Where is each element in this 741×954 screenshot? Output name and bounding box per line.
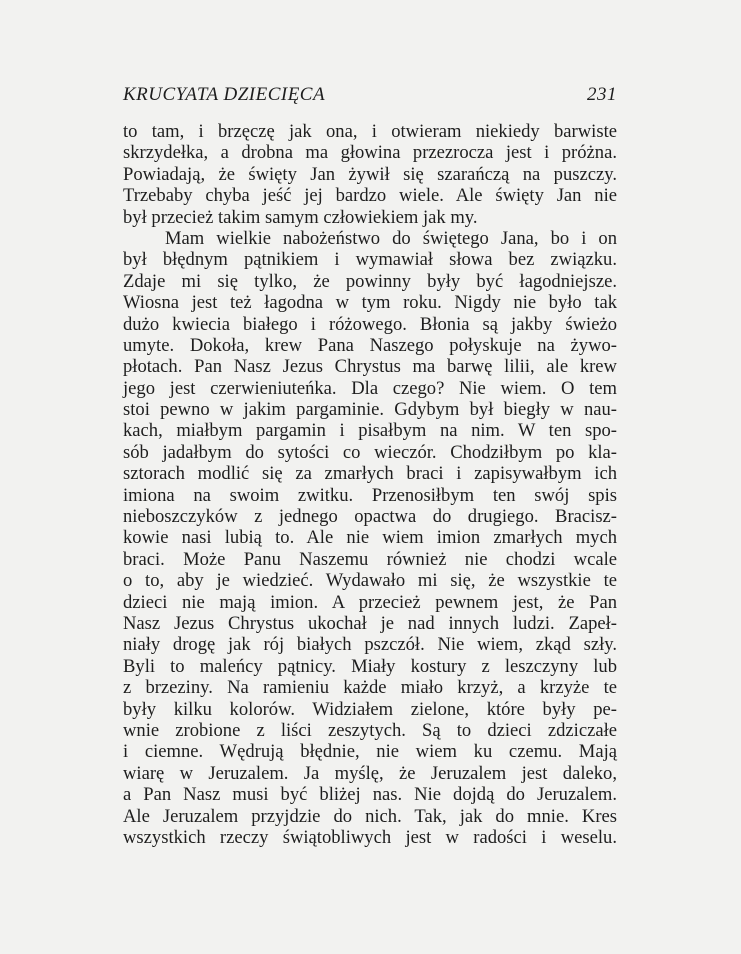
text-line: umyte. Dokoła, krew Pana Naszego połyskuje na żywo- [123, 334, 617, 356]
text-line: Zdaje mi się tylko, że powinny były być łagodniejsze. [123, 270, 617, 292]
text-line: to tam, i brzęczę jak ona, i otwieram niekiedy barwiste [123, 121, 617, 142]
text-line: dużo kwiecia białego i różowego. Błonia są jakby świeżo [123, 313, 617, 335]
text-line: wiarę w Jeruzalem. Ja myślę, że Jeruzalem jest daleko, [123, 762, 617, 784]
text-line: był błędnym pątnikiem i wymawiał słowa bez związku. [123, 249, 617, 271]
page-body-text [123, 121, 617, 848]
text-line: Mam wielkie nabożeństwo do świętego Jana, bo i on [165, 227, 617, 249]
text-line: nieboszczyków z jednego opactwa do drugiego. Bracisz- [123, 506, 617, 528]
text-line: był przecież takim samym człowiekiem jak my. [123, 206, 478, 228]
text-line: z brzeziny. Na ramieniu każde miało krzyż, a krzyże te [123, 677, 617, 699]
text-line: skrzydełka, a drobna ma głowina przezrocza jest i próżna. [123, 142, 617, 164]
text-line: jego jest czerwieniuteńka. Dla czego? Nie wiem. O tem [123, 377, 617, 399]
text-line: Trzebaby chyba jeść jej bardzo wiele. Ale święty Jan nie [123, 185, 617, 207]
text-line: Byli to maleńcy pątnicy. Miały kostury z leszczyny lub [123, 655, 617, 677]
text-line: Powiadają, że święty Jan żywił się szarańczą na puszczy. [123, 163, 617, 185]
text-line: Wiosna jest też łagodna w tym roku. Nigdy nie było tak [123, 292, 617, 314]
text-line: były kilku kolorów. Widziałem zielone, które były pe- [123, 698, 617, 720]
text-line: kach, miałbym pargamin i pisałbym na nim. W ten spo- [123, 420, 617, 442]
text-line: braci. Może Panu Naszemu również nie chodzi wcale [123, 548, 617, 570]
text-line: imiona na swoim zwitku. Przenosiłbym ten swój spis [123, 484, 617, 506]
text-line: płotach. Pan Nasz Jezus Chrystus ma barwę lilii, ale krew [123, 356, 617, 378]
text-line: niały drogę jak rój białych pszczół. Nie wiem, zkąd szły. [123, 634, 617, 656]
page-number: 231 [587, 84, 617, 105]
running-title: KRUCYATA DZIECIĘCA [123, 84, 326, 105]
text-line: a Pan Nasz musi być bliżej nas. Nie dojdą do Jeruzalem. [123, 784, 617, 806]
text-line: kowie nasi lubią to. Ale nie wiem imion zmarłych mych [123, 527, 617, 549]
text-line: Ale Jeruzalem przyjdzie do nich. Tak, jak do mnie. Kres [123, 805, 617, 827]
text-line: sób jadałbym do sytości co wieczór. Chodziłbym po kla- [123, 441, 617, 463]
text-line: wszystkich rzeczy świątobliwych jest w radości i weselu. [123, 826, 617, 848]
text-line: o to, aby je wiedzieć. Wydawało mi się, że wszystkie te [123, 570, 617, 592]
running-header [123, 84, 617, 110]
text-line: i ciemne. Wędrują błędnie, nie wiem ku czemu. Mają [123, 741, 617, 763]
text-line: stoi pewno w jakim pargaminie. Gdybym był biegły w nau- [123, 399, 617, 421]
text-line: Nasz Jezus Chrystus ukochał je nad innych ludzi. Zapeł- [123, 612, 617, 634]
text-line: dzieci nie mają imion. A przecież pewnem jest, że Pan [123, 591, 617, 613]
text-line: sztorach modlić się za zmarłych braci i zapisywałbym ich [123, 463, 617, 485]
text-line: wnie zrobione z liści zeszytych. Są to dzieci zdziczałe [123, 719, 617, 741]
